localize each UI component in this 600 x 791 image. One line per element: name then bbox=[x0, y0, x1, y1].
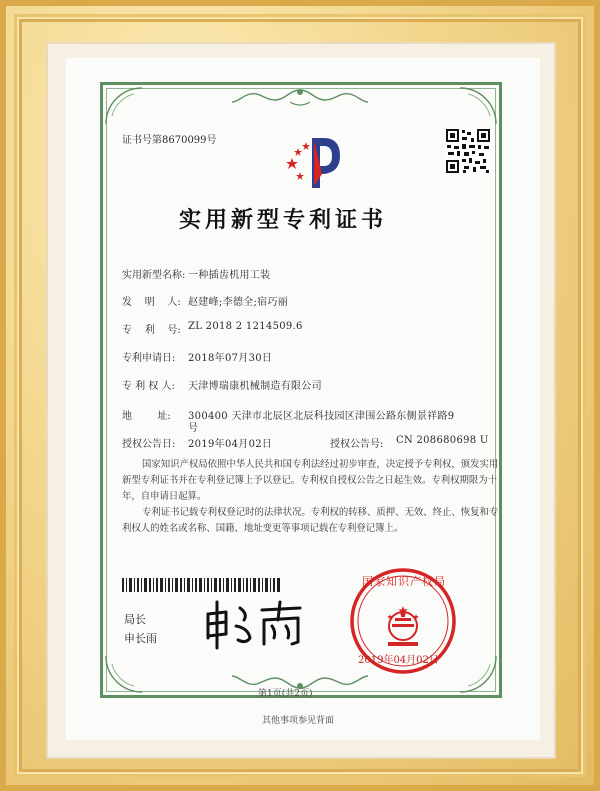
address-label: 地 址: bbox=[122, 411, 171, 422]
director-signature-icon bbox=[200, 598, 308, 650]
grant-date-value: 2019年04月02日 bbox=[188, 439, 273, 450]
corner-ornament-bottom-right-icon bbox=[458, 654, 498, 694]
patentee-label: 专 利 权 人: bbox=[122, 381, 175, 392]
grant-date-label: 授权公告日: bbox=[122, 439, 176, 450]
address-value-line2: 号 bbox=[188, 423, 199, 434]
grant-no-label: 授权公告号: bbox=[330, 439, 384, 450]
director-name: 申长雨 bbox=[124, 632, 157, 645]
barcode-icon bbox=[122, 578, 280, 592]
paragraph-2-line-2: 利权人的姓名或名称、国籍、地址变更等事项记载在专利登记簿上。 bbox=[122, 523, 404, 534]
patent-no-label: 专 利 号: bbox=[122, 325, 181, 336]
page-indicator: 第1页(共2页) bbox=[258, 689, 313, 699]
corner-ornament-top-right-icon bbox=[458, 86, 498, 126]
filing-date-value: 2018年07月30日 bbox=[188, 353, 273, 364]
paragraph-1-line-1: 国家知识产权局依照中华人民共和国专利法经过初步审查，决定授予专利权，颁发实用 bbox=[142, 459, 499, 470]
patentee-value: 天津博瑞康机械制造有限公司 bbox=[188, 381, 322, 392]
director-title: 局长 bbox=[124, 613, 146, 626]
corner-ornament-bottom-left-icon bbox=[104, 654, 144, 694]
filing-date-label: 专利申请日: bbox=[122, 353, 176, 364]
certificate-title: 实用新型专利证书 bbox=[179, 207, 388, 233]
qr-code-icon bbox=[445, 128, 491, 174]
patent-no-value: ZL 2018 2 1214509.6 bbox=[188, 321, 303, 332]
cnipa-logo-icon bbox=[280, 128, 350, 190]
paragraph-2-line-1: 专利证书记载专利权登记时的法律状况。专利权的转移、质押、无效、终止、恢复和专 bbox=[142, 507, 499, 518]
name-value: 一种插齿机用工装 bbox=[188, 270, 271, 281]
top-ornament-icon bbox=[230, 86, 370, 108]
paragraph-1-line-3: 年，自申请日起算。 bbox=[122, 491, 207, 502]
address-value-line1: 300400 天津市北辰区北辰科技园区津围公路东侧景祥路9 bbox=[188, 411, 455, 422]
seal-date: 2019年04月02日 bbox=[358, 655, 439, 666]
corner-ornament-top-left-icon bbox=[104, 86, 144, 126]
certificate-number: 证书号第8670099号 bbox=[122, 135, 217, 146]
seal-text: 国家知识产权局 bbox=[362, 575, 446, 588]
name-label: 实用新型名称: bbox=[122, 270, 186, 281]
inventor-label: 发 明 人: bbox=[122, 297, 181, 308]
grant-no-value: CN 208680698 U bbox=[396, 435, 489, 446]
footer-note: 其他事项参见背面 bbox=[262, 716, 335, 726]
inventor-value: 赵建峰;李德全;宿巧丽 bbox=[188, 297, 289, 308]
paragraph-1-line-2: 新型专利证书并在专利登记簿上予以登记。专利权自授权公告之日起生效。专利权期限为十 bbox=[122, 475, 498, 486]
